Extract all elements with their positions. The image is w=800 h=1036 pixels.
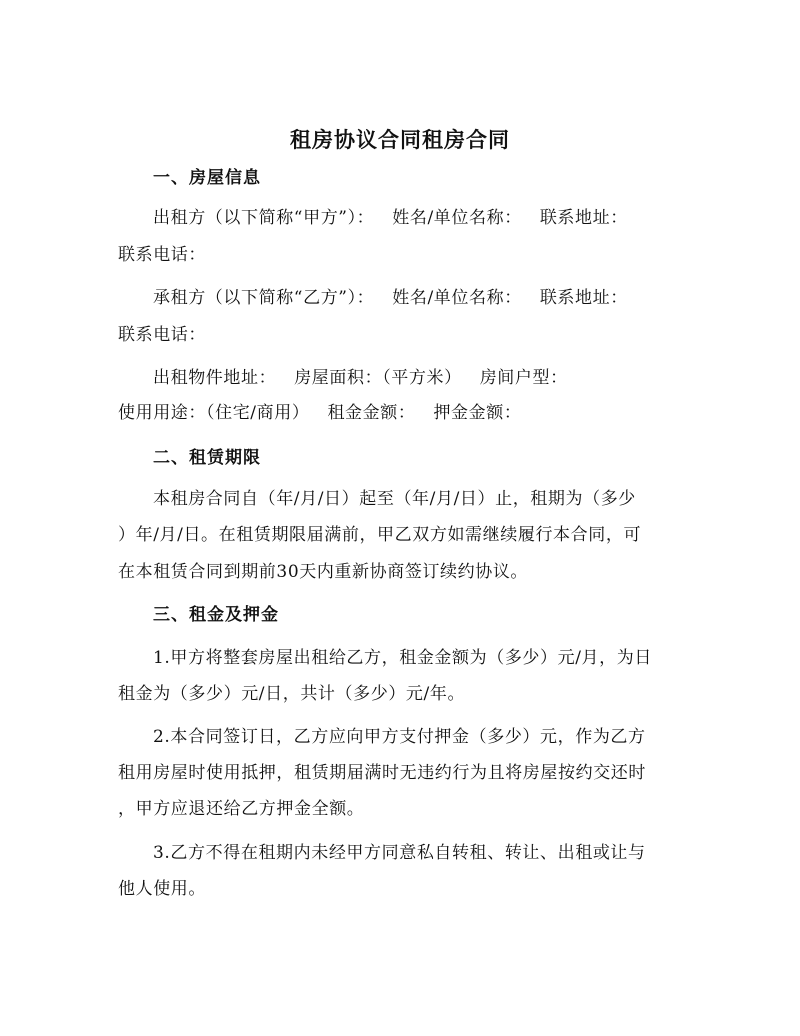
clause-3-text-line: 他人使用。 xyxy=(118,879,206,899)
lessee-address-label: 联系地址： xyxy=(539,288,628,308)
clause-3-text-line: 3.乙方不得在租期内未经甲方同意私自转租、转让、出租或让与 xyxy=(153,843,646,863)
clause-1-text-line: 1.甲方将整套房屋出租给乙方，租金金额为（多少）元/月，为日 xyxy=(153,648,652,668)
lessor-party-label: 出租方（以下简称“甲方”）： xyxy=(153,208,375,228)
clause-2-text-line: ，甲方应退还给乙方押金全额。 xyxy=(118,799,365,819)
property-area-label: 房屋面积：（平方米） xyxy=(294,368,462,388)
lessee-party-label: 承租方（以下简称“乙方”）： xyxy=(153,288,375,308)
lease-term-text-line: 本租房合同自（年/月/日）起至（年/月/日）止，租期为（多少 xyxy=(153,489,636,509)
property-info-line xyxy=(153,363,568,393)
lease-term-text-line: ）年/月/日。在租赁期限届满前，甲乙双方如需继续履行本合同，可 xyxy=(118,525,642,545)
property-usage-line xyxy=(118,398,521,428)
document-title: 租房协议合同租房合同 xyxy=(290,127,510,152)
rent-amount-label: 租金金额： xyxy=(327,403,416,423)
section-heading-lease-term: 二、租赁期限 xyxy=(153,448,261,468)
lessor-name-label: 姓名/单位名称： xyxy=(392,208,522,228)
section-heading-property-info: 一、房屋信息 xyxy=(153,168,261,188)
lease-term-text-line: 在本租赁合同到期前30天内重新协商签订续约协议。 xyxy=(118,562,529,582)
lessor-info-line xyxy=(153,203,628,233)
clause-2-text-line: 2.本合同签订日，乙方应向甲方支付押金（多少）元，作为乙方 xyxy=(153,727,646,747)
lessee-phone-label: 联系电话： xyxy=(118,325,206,345)
deposit-amount-label: 押金金额： xyxy=(433,403,522,423)
section-heading-rent-deposit: 三、租金及押金 xyxy=(153,605,279,625)
lessee-name-label: 姓名/单位名称： xyxy=(392,288,522,308)
clause-2-text-line: 租用房屋时使用抵押，租赁期届满时无违约行为且将房屋按约交还时 xyxy=(118,763,646,783)
lessor-phone-label: 联系电话： xyxy=(118,245,206,265)
property-use-label: 使用用途：（住宅/商用） xyxy=(118,403,310,423)
lessee-info-line xyxy=(153,283,628,313)
property-layout-label: 房间户型： xyxy=(479,368,568,388)
property-address-label: 出租物件地址： xyxy=(153,368,277,388)
clause-1-text-line: 租金为（多少）元/日，共计（多少）元/年。 xyxy=(118,684,466,704)
lessor-address-label: 联系地址： xyxy=(539,208,628,228)
